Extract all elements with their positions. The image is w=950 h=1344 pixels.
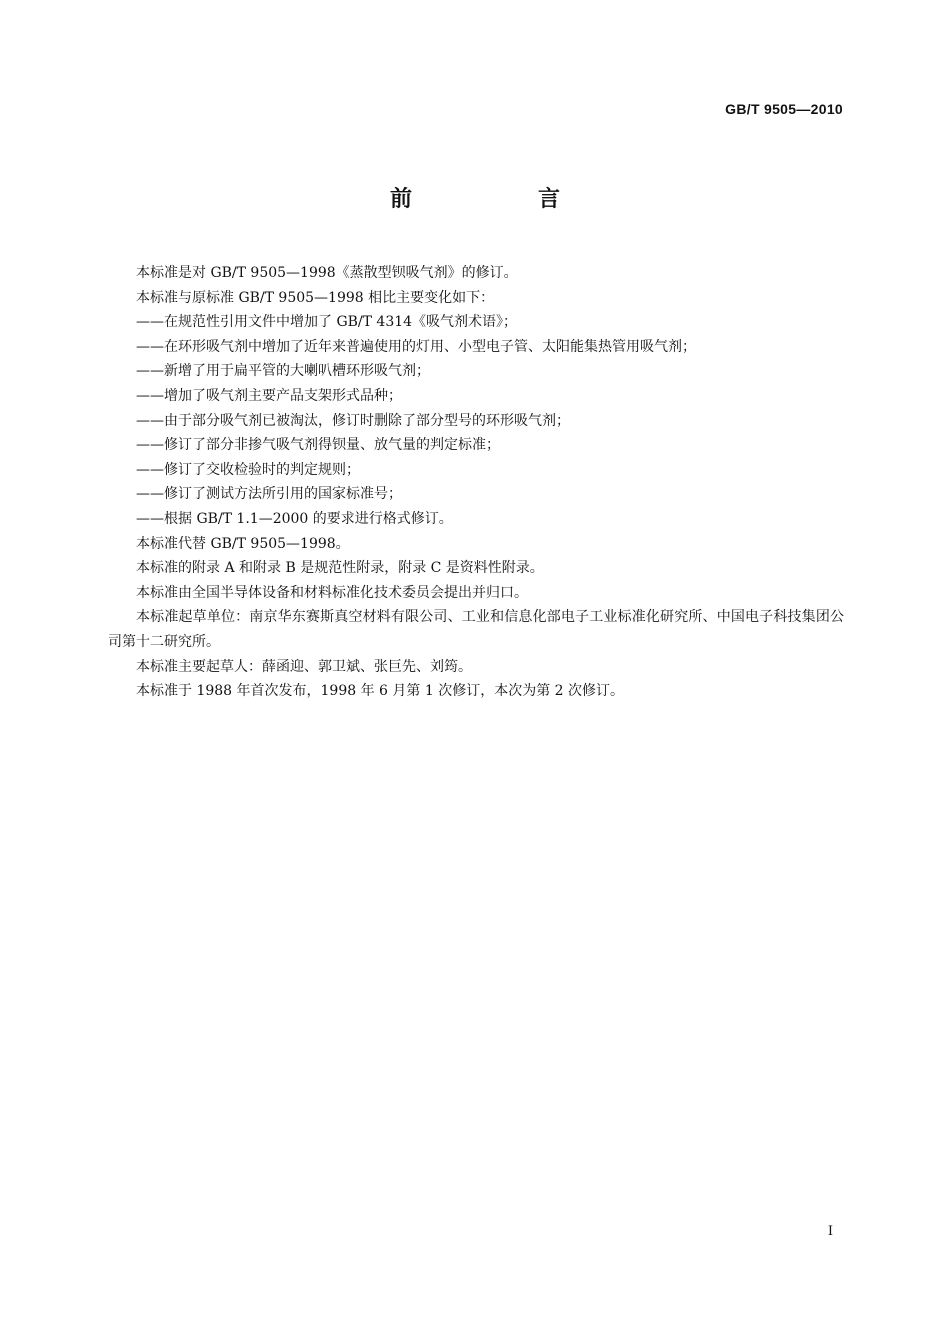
change-item: ——修订了测试方法所引用的国家标准号； (136, 486, 402, 503)
change-item: ——增加了吸气剂主要产品支架形式品种； (136, 387, 402, 404)
paragraph-drafters: 本标准主要起草人：薛函迎、郭卫斌、张巨先、刘筠。 (136, 658, 472, 675)
paragraph-replaces: 本标准代替 GB/T 9505—1998。 (136, 535, 350, 552)
change-item: ——新增了用于扁平管的大喇叭槽环形吸气剂； (136, 363, 430, 380)
change-item: ——由于部分吸气剂已被淘汰，修订时删除了部分型号的环形吸气剂； (136, 412, 570, 429)
page-title: 前 言 (389, 187, 612, 212)
change-item: ——在环形吸气剂中增加了近年来普遍使用的灯用、小型电子管、太阳能集热管用吸气剂； (136, 338, 696, 355)
change-item: ——根据 GB/T 1.1—2000 的要求进行格式修订。 (136, 510, 453, 527)
page-number: I (827, 1224, 833, 1239)
paragraph-intro: 本标准是对 GB/T 9505—1998《蒸散型钡吸气剂》的修订。 (136, 265, 518, 281)
change-item: ——修订了交收检验时的判定规则； (136, 461, 360, 478)
paragraph-drafting-units: 本标准起草单位：南京华东赛斯真空材料有限公司、工业和信息化部电子工业标准化研究所、中国电子科技集团公司第十二研究所。 (108, 609, 844, 650)
paragraph-changes-summary: 本标准与原标准 GB/T 9505—1998 相比主要变化如下： (136, 289, 495, 306)
change-item: ——修订了部分非掺气吸气剂得钡量、放气量的判定标准； (136, 437, 500, 454)
paragraph-history: 本标准于 1988 年首次发布，1998 年 6 月第 1 次修订，本次为第 2 次修订。 (136, 683, 625, 700)
paragraph-proposer: 本标准由全国半导体设备和材料标准化技术委员会提出并归口。 (136, 584, 528, 601)
paragraph-annexes: 本标准的附录 A 和附录 B 是规范性附录，附录 C 是资料性附录。 (136, 560, 544, 577)
standard-number: GB/T 9505—2010 (725, 101, 843, 117)
change-item: ——在规范性引用文件中增加了 GB/T 4314《吸气剂术语》； (136, 314, 518, 331)
foreword-body (108, 261, 844, 704)
